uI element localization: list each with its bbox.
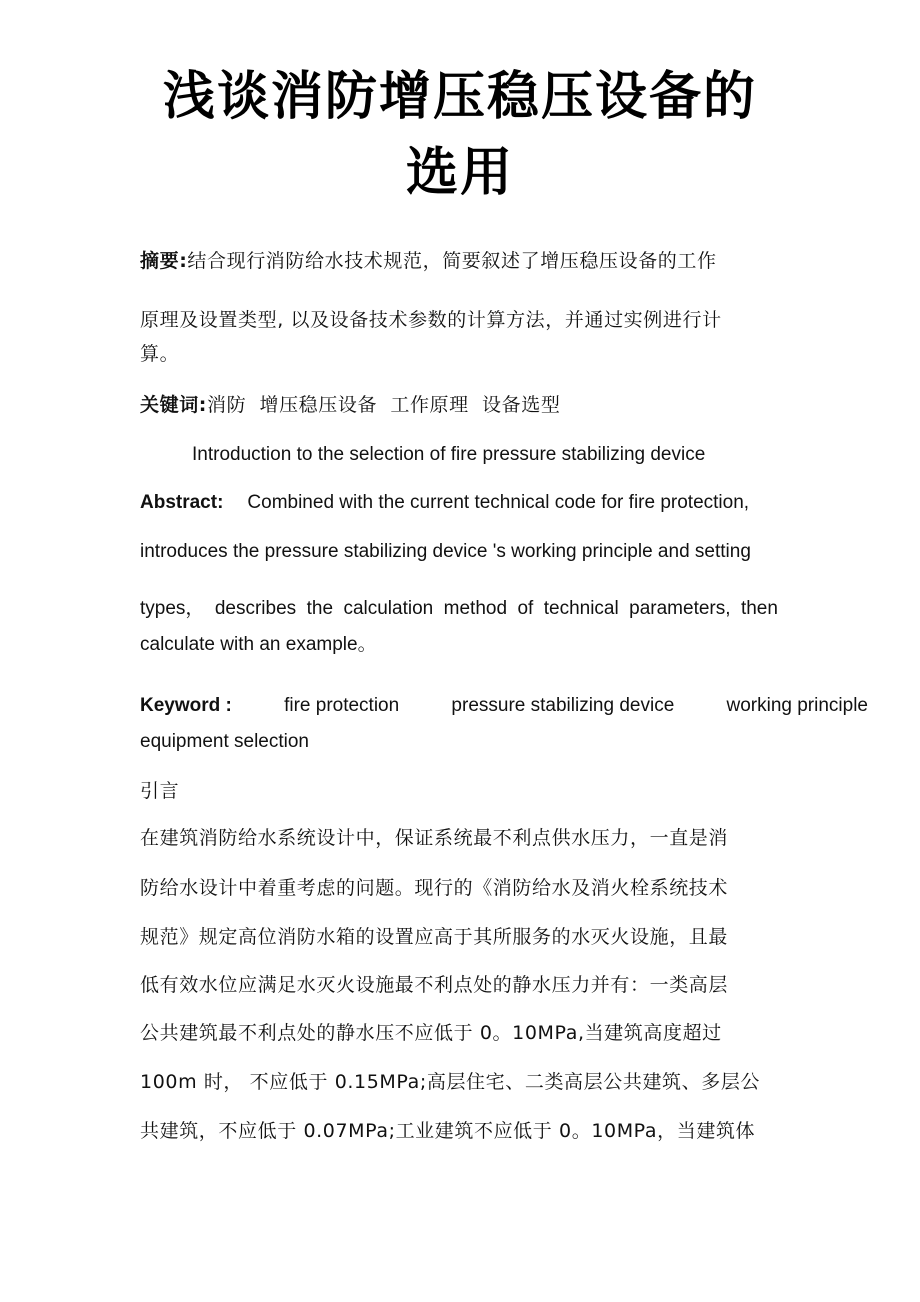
keywords-cn-text: 消防 增压稳压设备 工作原理 设备选型: [207, 394, 561, 416]
abstract-en-word: the: [306, 598, 334, 619]
abstract-en-word: calculation: [343, 598, 434, 619]
intro-line: 共建筑，不应低于 0.07MPa;工业建筑不应低于 0。10MPa，当建筑体: [140, 1120, 756, 1142]
abstract-en-line-2: introduces the pressure stabilizing device 's working principle and setting: [140, 541, 751, 562]
abstract-en-word: parameters,: [629, 598, 731, 619]
keywords-en-line-2: equipment selection: [140, 731, 309, 752]
abstract-cn-label: 摘要:: [140, 250, 188, 272]
keywords-en-item: pressure stabilizing device: [451, 695, 675, 716]
intro-line: 公共建筑最不利点处的静水压不应低于 0。10MPa,当建筑高度超过: [140, 1022, 722, 1044]
abstract-cn-line-2: 原理及设置类型, 以及设备技术参数的计算方法，并通过实例进行计: [140, 309, 722, 331]
abstract-en-word: describes: [214, 598, 297, 619]
keywords-cn-label: 关键词:: [140, 394, 207, 416]
abstract-en-word: method: [443, 598, 508, 619]
abstract-cn-line-1: [140, 248, 717, 274]
keywords-en-item: working principle: [726, 695, 868, 716]
abstract-en-line-1: [140, 490, 749, 516]
abstract-en-word: then: [740, 598, 778, 619]
page-title-line-2: 选用: [405, 143, 514, 203]
abstract-cn-text-1: 结合现行消防给水技术规范，简要叙述了增压稳压设备的工作: [187, 250, 717, 272]
abstract-en-text-1: Combined with the current technical code for fire protection,: [247, 492, 750, 513]
keywords-en-label: Keyword :: [140, 695, 232, 716]
abstract-en-word: technical: [543, 598, 619, 619]
abstract-cn-line-3: 算。: [140, 343, 180, 365]
abstract-en-line-3: [140, 596, 778, 622]
english-title: Introduction to the selection of fire pressure stabilizing device: [192, 444, 706, 465]
intro-line: 防给水设计中着重考虑的问题。现行的《消防给水及消火栓系统技术: [140, 877, 729, 899]
abstract-en-word: types，: [140, 598, 205, 619]
page-title-line-1: 浅谈消防增压稳压设备的: [162, 67, 757, 127]
abstract-en-line-4: calculate with an example。: [140, 634, 377, 655]
intro-line: 在建筑消防给水系统设计中，保证系统最不利点供水压力，一直是消: [140, 827, 729, 849]
keywords-cn: [140, 392, 560, 418]
intro-line: 100m 时， 不应低于 0.15MPa;高层住宅、二类高层公共建筑、多层公: [140, 1071, 761, 1093]
keywords-en-line-1: [140, 693, 868, 719]
keywords-en-item: fire protection: [284, 695, 400, 716]
abstract-en-label: Abstract:: [140, 492, 224, 513]
intro-line: 规范》规定高位消防水箱的设置应高于其所服务的水灭火设施，且最: [140, 926, 729, 948]
intro-heading: 引言: [140, 780, 180, 802]
abstract-en-word: of: [517, 598, 534, 619]
intro-line: 低有效水位应满足水灭火设施最不利点处的静水压力并有：一类高层: [140, 974, 729, 996]
